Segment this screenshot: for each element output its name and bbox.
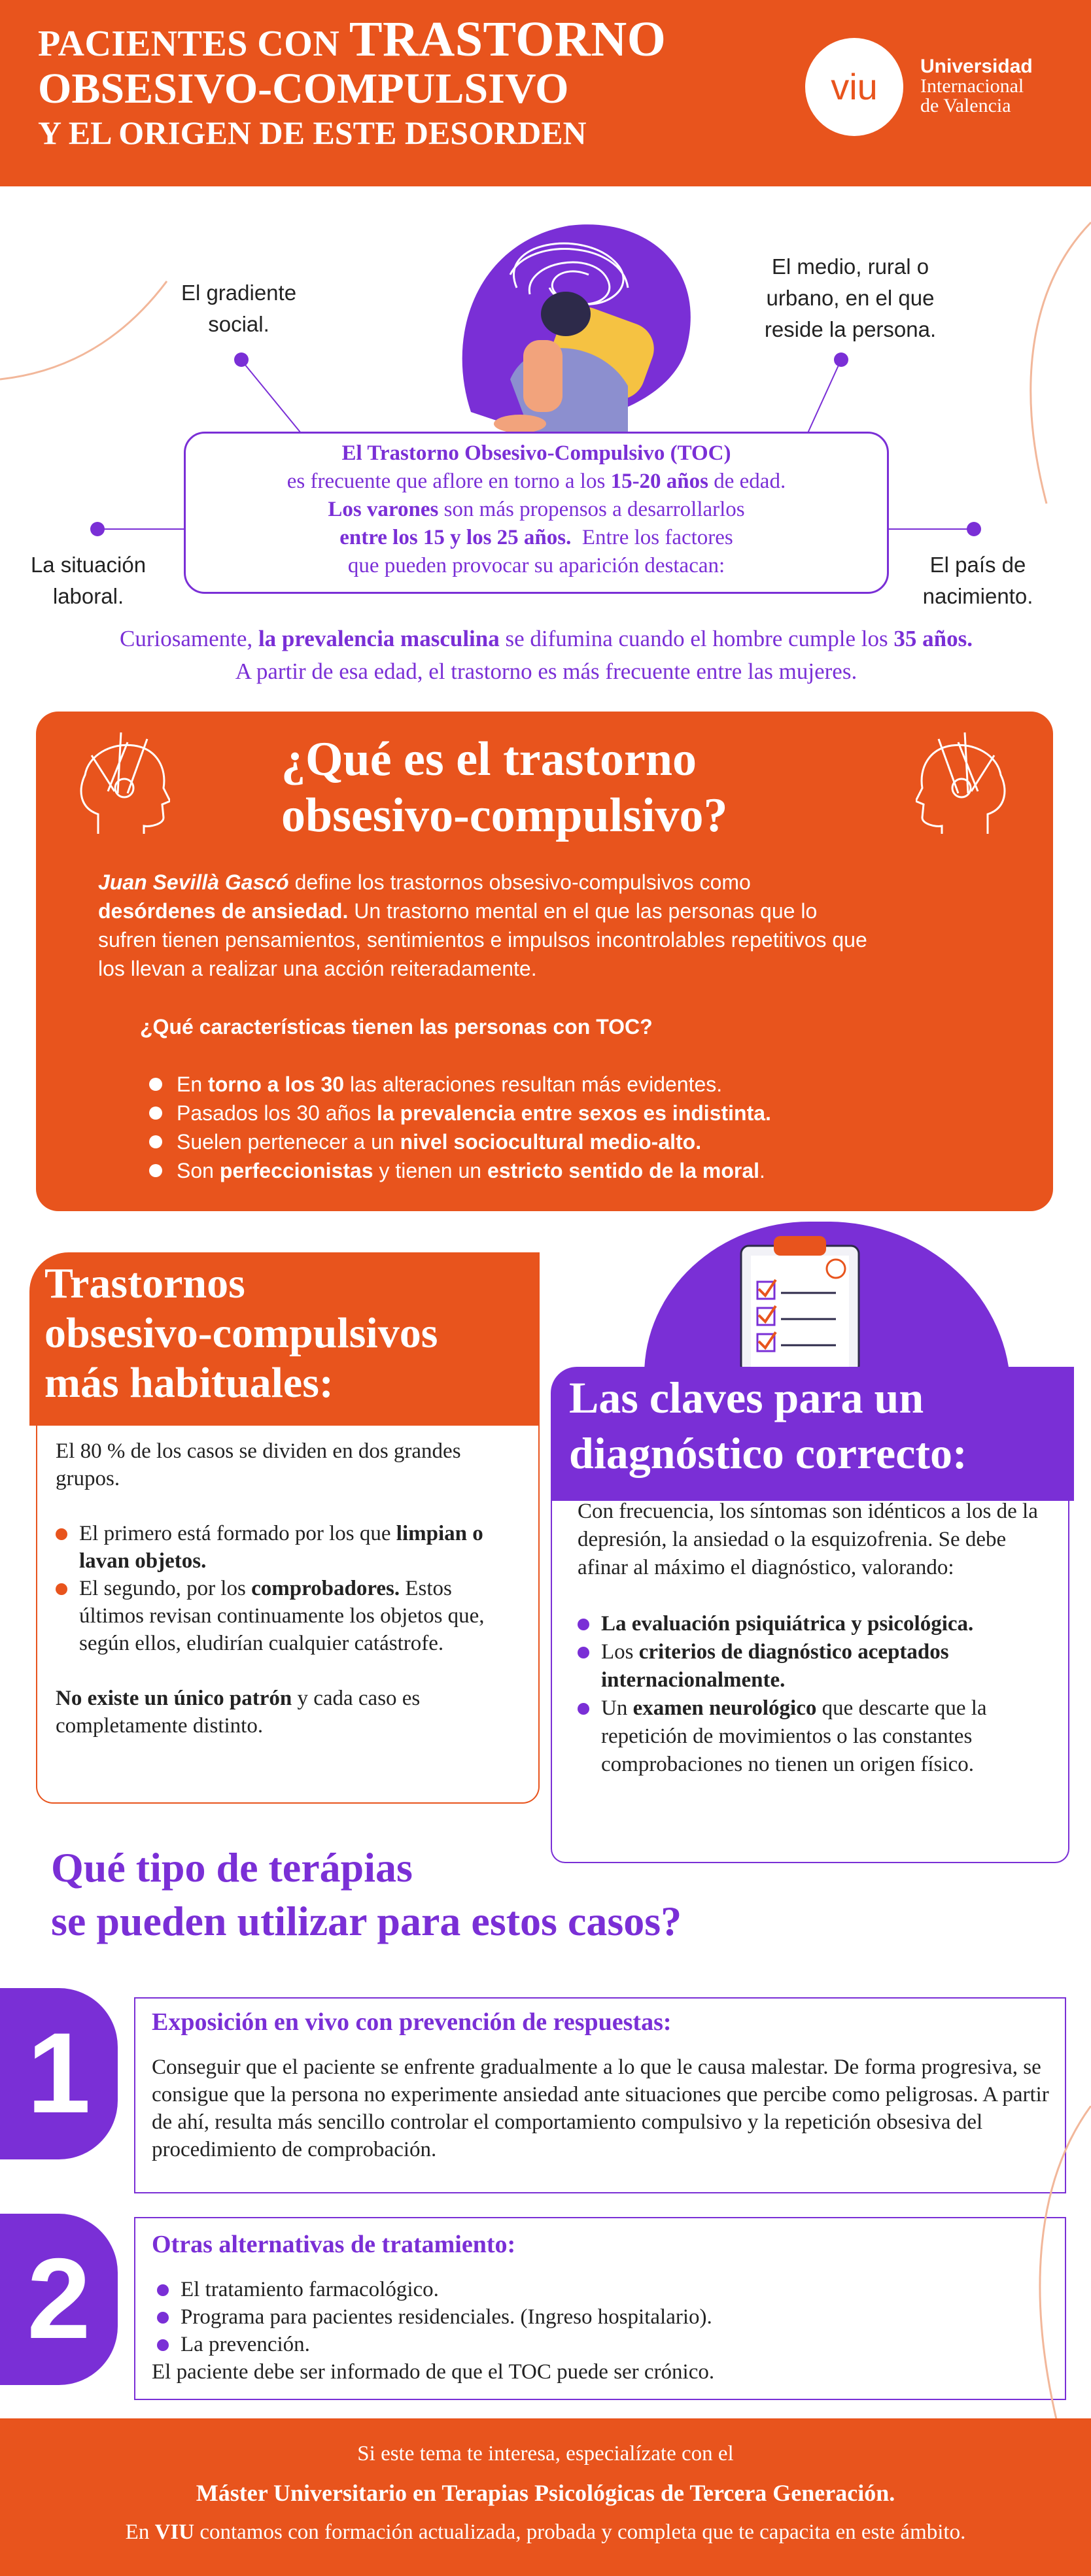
diagnosis-title (569, 1370, 967, 1481)
list-item: Programa para pacientes residenciales. (Ingreso hospitalario). (157, 2303, 1060, 2331)
author-name: Juan Sevillà Gascó (98, 870, 289, 894)
text: que descarte que la repetición de movimientos o las constantes comprobaciones no tienen un origen físico. (601, 1696, 987, 1776)
university-name (920, 57, 1033, 116)
text: es frecuente que aflore en torno a los (286, 470, 611, 493)
text: El segundo, por los (79, 1577, 252, 1600)
factor-text: El país de (929, 553, 1026, 577)
footer-text (0, 2434, 1091, 2552)
text: No existe un único patrón (56, 1687, 292, 1710)
list-item (149, 1156, 771, 1185)
title-line: ¿Qué es el trastorno (281, 732, 697, 786)
anxious-person-illustration (432, 216, 693, 438)
text: Pasados los 30 años (177, 1101, 377, 1125)
connector-line (241, 360, 306, 438)
text: la prevalencia masculina (258, 626, 500, 651)
logo-line3: de Valencia (920, 95, 1011, 116)
text: 15-20 años (610, 470, 708, 493)
text: desórdenes de ansiedad. (98, 899, 349, 923)
therapy-2-list (152, 2276, 1060, 2386)
text: de edad. (708, 470, 786, 493)
title-line3: Y EL ORIGEN DE ESTE DESORDEN (38, 114, 587, 151)
title-line1-big: TRASTORNO (349, 12, 667, 67)
title-line: Trastornos (44, 1260, 245, 1307)
list-item (149, 1127, 771, 1156)
factor-text: La situación (30, 553, 147, 577)
title-line: obsesivo-compulsivo? (281, 789, 728, 842)
title-line2: OBSESIVO-COMPULSIVO (38, 64, 569, 112)
text: examen neurológico (632, 1696, 817, 1720)
text: perfeccionistas (219, 1159, 373, 1182)
therapy-2-heading: Otras alternativas de tratamiento: (152, 2231, 516, 2258)
clipboard-checklist-icon (738, 1233, 862, 1377)
text: la prevalencia entre sexos es indistinta. (376, 1101, 771, 1125)
text: El primero está formado por los que (79, 1522, 396, 1545)
text: limpian o lavan objetos. (79, 1522, 483, 1573)
text: que pueden provocar su aparición destacan: (347, 554, 725, 577)
text: Un trastorno mental en el que las personas que lo sufren tienen pensamientos, sentimientos e impulsos incontrolables repetitivos que los llevan a realizar una acción reiteradamente. (98, 899, 867, 980)
factor-text: nacimiento. (922, 584, 1033, 608)
text: define los trastornos obsesivo-compulsivos como (288, 870, 751, 894)
diagnosis-text (578, 1498, 1055, 1779)
decorative-arc (1007, 216, 1091, 510)
text: VIU (154, 2520, 195, 2544)
text: y tienen un (373, 1159, 487, 1182)
text: Si este tema te interesa, especialízate con el (357, 2442, 734, 2465)
text: Curiosamente, (120, 626, 258, 651)
title-line: diagnóstico correcto: (569, 1428, 967, 1478)
title-line: Qué tipo de terápias (51, 1844, 413, 1891)
list-item (578, 1694, 1055, 1779)
text: son más propensos a desarrollarlos (438, 498, 745, 521)
intro-box-text (184, 439, 889, 580)
text: Suelen pertenecer a un (177, 1130, 400, 1154)
text: criterios de diagnóstico aceptados internacionalmente. (601, 1640, 949, 1692)
therapy-number-1: 1 (0, 1988, 118, 2159)
factor-text: El gradiente (181, 281, 297, 305)
page-title (38, 13, 666, 150)
text: Los varones (328, 498, 439, 521)
text: Un (601, 1696, 633, 1720)
connector-line (887, 523, 969, 536)
text: El 80 % de los casos se dividen en dos grandes grupos. (56, 1439, 461, 1490)
factor-rural-urban (739, 251, 961, 345)
text: las alteraciones resultan más evidentes. (344, 1073, 723, 1096)
characteristics-list (149, 1070, 771, 1185)
factor-text: reside la persona. (764, 317, 937, 341)
text: 35 años. (893, 626, 973, 651)
factor-text: El medio, rural o (771, 254, 929, 279)
prevalence-note (111, 623, 981, 688)
list-item (56, 1520, 520, 1575)
text: contamos con formación actualizada, probada y completa que te capacita en este ámbito. (194, 2520, 966, 2544)
list-item (149, 1099, 771, 1127)
head-brain-icon (916, 729, 1014, 840)
text: La evaluación psiquiátrica y psicológica. (601, 1612, 974, 1636)
text: . (759, 1159, 765, 1182)
factor-text: laboral. (52, 584, 124, 608)
list-item: El tratamiento farmacológico. (157, 2276, 1060, 2303)
text: En (125, 2520, 155, 2544)
therapy-1-text: Conseguir que el paciente se enfrente gradualmente a lo que le causa malestar. De forma progresiva, se consigue que la persona no experimente ansiedad ante situaciones que percibe como peligrosas. A partir de ahí, resulta más sencillo controlar el comportamiento compulsivo y la repetición obsesiva del procedimiento de comprobación. (152, 2055, 1049, 2161)
head-brain-icon (72, 729, 170, 840)
list-item (56, 1575, 520, 1657)
list-item: La prevención. (157, 2331, 1060, 2358)
text: estricto sentido de la moral (487, 1159, 760, 1182)
text: entre los 15 y los 25 años. (339, 526, 572, 549)
connector-dot (967, 522, 981, 536)
title-line: más habituales: (44, 1359, 334, 1407)
factor-birth-country (909, 549, 1047, 612)
text: nivel sociocultural medio-alto. (400, 1130, 702, 1154)
factor-work-situation (20, 549, 157, 612)
habitual-disorders-text (56, 1437, 520, 1740)
habitual-disorders-title (44, 1259, 438, 1408)
connector-line (98, 523, 186, 536)
intro-box-title: El Trastorno Obsesivo-Compulsivo (TOC) (341, 441, 731, 465)
list-item (149, 1070, 771, 1099)
text: A partir de esa edad, el trastorno es más frecuente entre las mujeres. (235, 659, 857, 684)
list-item (578, 1638, 1055, 1694)
logo-line1: Universidad (920, 56, 1033, 77)
characteristics-question: ¿Qué características tienen las personas con TOC? (140, 1015, 653, 1039)
therapy-1-heading: Exposición en vivo con prevención de respuestas: (152, 2008, 672, 2036)
factor-text: social. (208, 312, 269, 336)
factor-social-gradient (164, 277, 314, 340)
title-line1-small: PACIENTES CON (38, 24, 340, 64)
logo-line2: Internacional (920, 75, 1024, 97)
text: Los (601, 1640, 639, 1664)
text: Son (177, 1159, 220, 1182)
text: comprobadores. (251, 1577, 400, 1600)
title-line: se pueden utilizar para estos casos? (51, 1898, 682, 1944)
what-is-ocd-paragraph (98, 868, 870, 983)
title-line: Las claves para un (569, 1373, 924, 1422)
text: Entre los factores (571, 526, 733, 549)
text: se difumina cuando el hombre cumple los (499, 626, 894, 651)
text: y cada caso es completamente distinto. (56, 1687, 421, 1738)
factor-text: urbano, en el que (766, 286, 935, 310)
text: torno a los 30 (208, 1073, 345, 1096)
therapy-number-2: 2 (0, 2214, 118, 2385)
decorative-arc (1020, 2106, 1091, 2433)
connector-line (805, 360, 844, 438)
text: Con frecuencia, los síntomas son idénticos a los de la depresión, la ansiedad o la esquizofrenia. Se debe afinar al máximo el diagnóstico, valorando: (578, 1500, 1038, 1579)
list-item (578, 1610, 1055, 1638)
text: Estos últimos revisan continuamente los objetos que, según ellos, eludirían cualquier catástrofe. (79, 1577, 485, 1655)
therapies-title (51, 1841, 682, 1948)
viu-logo: viu (805, 38, 903, 136)
master-program-link[interactable]: Máster Universitario en Terapias Psicológicas de Tercera Generación. (196, 2480, 895, 2506)
decorative-arc-left (0, 275, 170, 392)
therapy-2-outro: El paciente debe ser informado de que el TOC puede ser crónico. (152, 2360, 715, 2384)
text: En (177, 1073, 209, 1096)
what-is-ocd-title (281, 731, 798, 844)
title-line: obsesivo-compulsivos (44, 1309, 438, 1357)
